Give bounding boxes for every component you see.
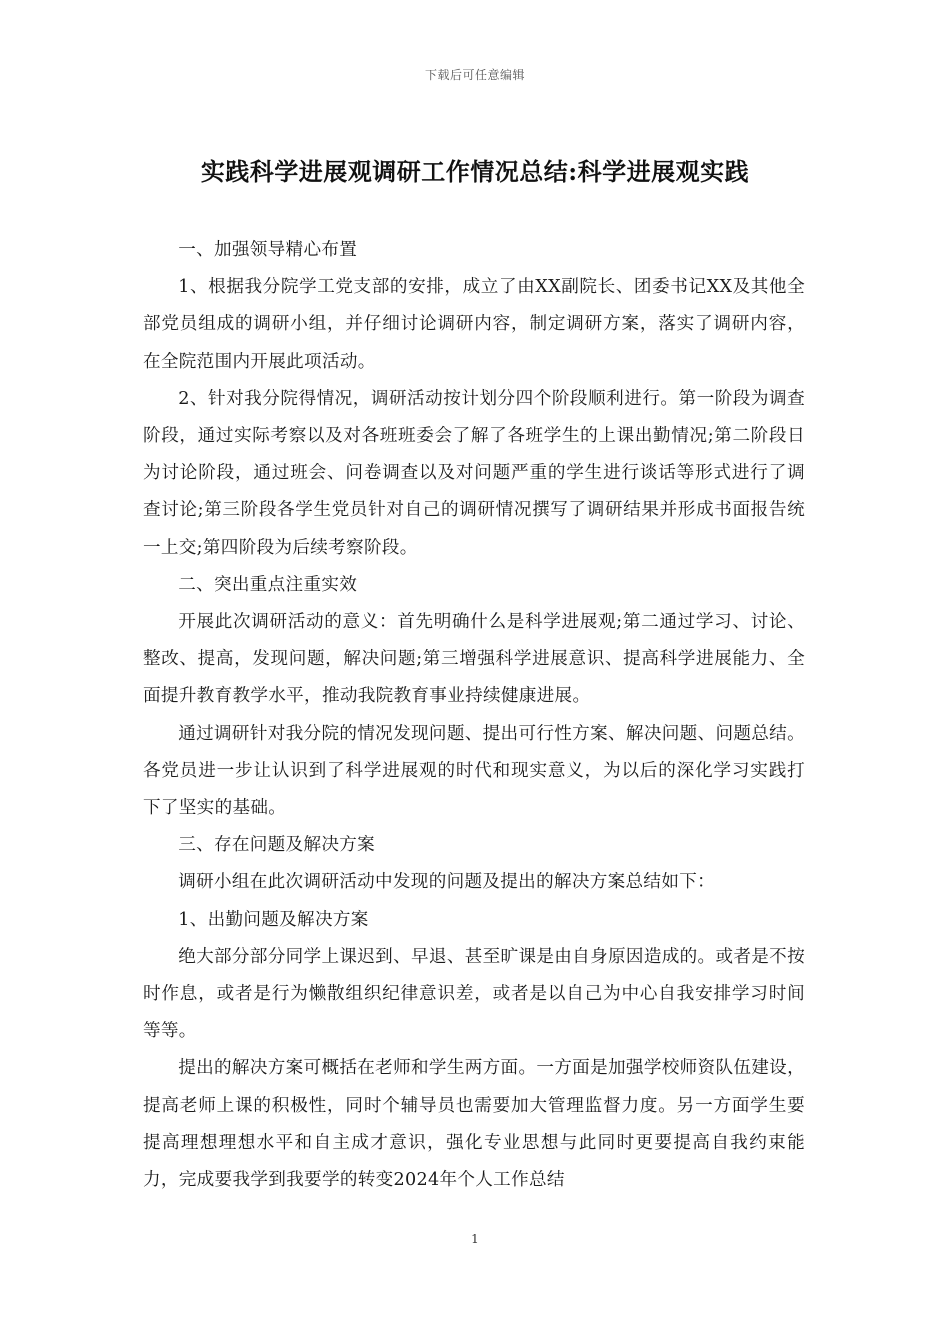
paragraph: 调研小组在此次调研活动中发现的问题及提出的解决方案总结如下： [178,872,716,893]
paragraph: 2、针对我分院得情况，调研活动按计划分四个阶段顺利进行。第一阶段为调查阶段，通过实际考察以及对各班班委会了解了各班学生的上课出勤情况;第二阶段日为讨论阶段，通过班会、问卷调查以及对问题严重的学生进行谈话等形式进行了调查讨论;第三阶段各学生党员针对自己的调研情况撰写了调研结果并形成书面报告统一上交;第四阶段为后续考察阶段。 [143,388,805,558]
header-note: 下载后可任意编辑 [424,68,525,82]
paragraph: 1、根据我分院学工党支部的安排，成立了由XX副院长、团委书记XX及其他全部党员组成的调研小组，并仔细讨论调研内容，制定调研方案，落实了调研内容，在全院范围内开展此项活动。 [143,277,805,372]
paragraph: 提出的解决方案可概括在老师和学生两方面。一方面是加强学校师资队伍建设，提高老师上课的积极性，同时个辅导员也需要加大管理监督力度。另一方面学生要提高理想理想水平和自主成才意识，强化专业思想与此同时更要提高自我约束能力，完成要我学到我要学的转变2024年个人工作总结 [143,1058,805,1191]
section-heading-2: 二、突出重点注重实效 [178,574,358,595]
section-heading-3: 三、存在问题及解决方案 [178,835,376,856]
subsection-heading: 1、出勤问题及解决方案 [178,909,369,930]
paragraph: 通过调研针对我分院的情况发现问题、提出可行性方案、解决问题、问题总结。各党员进一步让认识到了科学进展观的时代和现实意义，为以后的深化学习实践打下了坚实的基础。 [143,723,805,819]
paragraph: 绝大部分部分同学上课迟到、早退、甚至旷课是由自身原因造成的。或者是不按时作息，或者是行为懒散组织纪律意识差，或者是以自己为中心自我安排学习时间等等。 [143,946,805,1042]
section-heading-1: 一、加强领导精心布置 [178,240,358,260]
document-title: 实践科学进展观调研工作情况总结:科学进展观实践 [200,157,750,186]
page-number: 1 [471,1232,479,1246]
document-body [143,232,805,1199]
paragraph: 开展此次调研活动的意义：首先明确什么是科学进展观;第二通过学习、讨论、整改、提高，发现问题，解决问题;第三增强科学进展意识、提高科学进展能力、全面提升教育教学水平，推动我院教育事业持续健康进展。 [143,612,805,707]
